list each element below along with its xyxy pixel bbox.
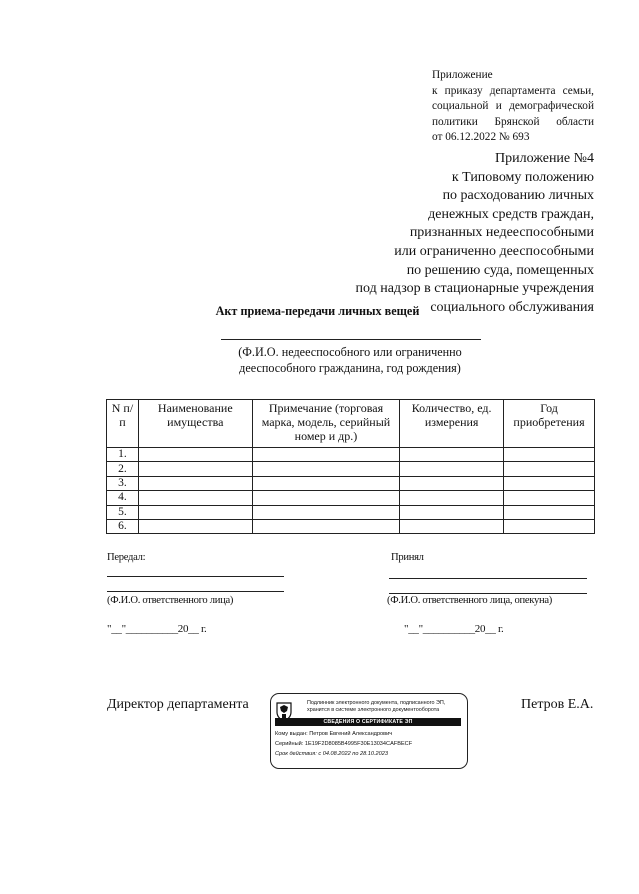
stamp-serial: Серийный: 1E19F2D8085B4995F30E13034CAFBECF	[275, 741, 413, 747]
received-signature-line	[389, 578, 587, 579]
appendix-4-line: по расходованию личных	[442, 188, 594, 204]
table-cell	[138, 476, 252, 490]
appendix-4-line: по решению суда, помещенных	[406, 262, 594, 278]
header-quantity: Количество, ед. измерения	[400, 400, 504, 448]
passed-name-line	[107, 591, 284, 592]
document-title	[0, 304, 639, 319]
table-row	[107, 476, 595, 490]
appendix-4-line: к Типовому положению	[451, 169, 594, 185]
row-number: 3.	[107, 476, 139, 490]
table-row	[107, 462, 595, 476]
table-cell	[252, 476, 400, 490]
table-row	[107, 505, 595, 519]
appendix-4-line: социального обслуживания	[430, 299, 594, 315]
document-title-text: Акт приема-передачи личных вещей	[215, 304, 420, 318]
director-position: Директор департамента	[107, 697, 249, 712]
table-cell	[252, 505, 400, 519]
row-number: 1.	[107, 448, 139, 462]
header-number: N п/п	[107, 400, 139, 448]
table-cell	[252, 448, 400, 462]
table-cell	[252, 519, 400, 533]
stamp-issued-to: Кому выдан: Петров Евгений Александрович	[275, 731, 393, 737]
passed-date: "__"__________20__ г.	[107, 623, 207, 635]
received-label: Принял	[391, 552, 424, 563]
row-number: 6.	[107, 519, 139, 533]
table-row	[107, 491, 595, 505]
appendix-4-line: денежных средств граждан,	[428, 206, 594, 222]
appendix-reference-block	[432, 68, 594, 146]
appendix-reference-line: социальной и демографической	[432, 100, 594, 113]
fio-blank-line	[221, 339, 481, 340]
appendix-reference-line: Приложение	[432, 69, 493, 81]
table-cell	[400, 448, 504, 462]
table-cell	[138, 491, 252, 505]
header-property-name: Наименование имущества	[138, 400, 252, 448]
row-number: 2.	[107, 462, 139, 476]
table-header-row	[107, 400, 595, 448]
table-cell	[504, 505, 595, 519]
items-table	[106, 399, 595, 534]
header-note: Примечание (торговая марка, модель, серийный номер и др.)	[252, 400, 400, 448]
table-cell	[252, 491, 400, 505]
table-row	[107, 448, 595, 462]
appendix-reference-line: от 06.12.2022 № 693	[432, 131, 530, 144]
table-cell	[504, 519, 595, 533]
appendix-reference-line: к приказу департамента семьи,	[432, 84, 594, 97]
appendix-4-line: под надзор в стационарные учреждения	[355, 281, 594, 297]
stamp-validity: Срок действия: с 04.08.2022 по 28.10.2023	[275, 751, 388, 757]
table-cell	[504, 462, 595, 476]
appendix-reference-line: политики Брянской области	[432, 115, 594, 128]
director-name: Петров Е.А.	[521, 697, 594, 712]
row-number: 4.	[107, 491, 139, 505]
table-row	[107, 519, 595, 533]
appendix-4-line: или ограниченно дееспособными	[394, 243, 594, 259]
row-number: 5.	[107, 505, 139, 519]
table-cell	[400, 519, 504, 533]
fio-caption	[200, 344, 500, 376]
appendix-4-line: Приложение №4	[495, 151, 594, 166]
electronic-signature-stamp	[270, 693, 468, 769]
fio-caption-line: дееспособного гражданина, год рождения)	[239, 361, 461, 375]
table-cell	[400, 505, 504, 519]
appendix-4-block	[356, 150, 594, 317]
received-caption: (Ф.И.О. ответственного лица, опекуна)	[387, 595, 553, 606]
table-cell	[504, 476, 595, 490]
table-cell	[400, 462, 504, 476]
table-cell	[138, 519, 252, 533]
table-cell	[138, 462, 252, 476]
passed-caption: (Ф.И.О. ответственного лица)	[107, 595, 234, 606]
table-cell	[138, 448, 252, 462]
stamp-header	[307, 700, 463, 713]
passed-signature-line	[107, 576, 284, 577]
received-name-line	[389, 593, 587, 594]
appendix-4-line: признанных недееспособными	[409, 225, 594, 241]
table-cell	[252, 462, 400, 476]
stamp-header-line: Подлинник электронного документа, подписанного ЭП,	[307, 700, 446, 706]
stamp-certificate-bar: СВЕДЕНИЯ О СЕРТИФИКАТЕ ЭП	[275, 718, 461, 726]
stamp-header-line: хранится в системе электронного документооборота	[307, 706, 440, 713]
fio-caption-line: (Ф.И.О. недееспособного или ограниченно	[238, 345, 462, 359]
table-cell	[504, 491, 595, 505]
header-year: Год приобретения	[504, 400, 595, 448]
table-cell	[504, 448, 595, 462]
table-cell	[400, 491, 504, 505]
passed-label: Передал:	[107, 552, 146, 563]
received-date: "__"__________20__ г.	[404, 623, 504, 635]
table-cell	[400, 476, 504, 490]
table-cell	[138, 505, 252, 519]
